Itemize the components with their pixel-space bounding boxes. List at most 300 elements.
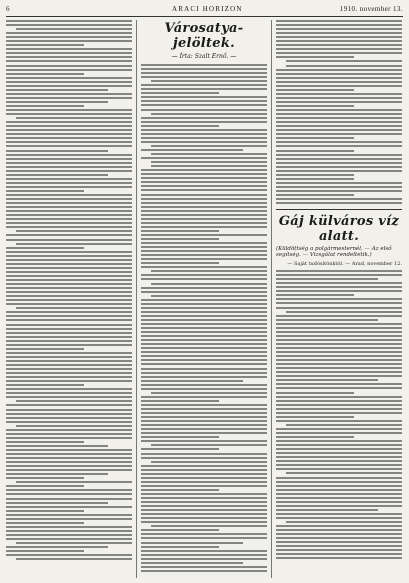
text-line xyxy=(6,352,132,354)
text-line xyxy=(141,137,267,139)
text-line xyxy=(276,351,402,353)
text-line xyxy=(141,169,267,171)
text-line xyxy=(141,343,267,345)
text-line xyxy=(286,65,402,67)
text-line xyxy=(6,336,132,338)
text-line xyxy=(276,85,402,87)
text-line xyxy=(6,222,132,224)
text-line xyxy=(141,319,267,321)
text-line xyxy=(151,153,267,155)
text-line xyxy=(141,363,267,365)
text-line xyxy=(151,113,267,115)
text-line xyxy=(141,542,243,544)
text-line xyxy=(6,97,132,99)
text-line xyxy=(141,210,267,212)
text-line xyxy=(141,287,267,289)
text-line xyxy=(6,461,132,463)
text-line xyxy=(276,404,402,406)
text-line xyxy=(6,295,132,297)
text-line xyxy=(6,121,132,123)
text-line xyxy=(6,267,132,269)
text-line xyxy=(16,307,132,309)
text-line xyxy=(6,251,132,253)
text-line xyxy=(141,550,267,552)
text-line xyxy=(6,32,132,34)
text-line xyxy=(6,40,132,42)
text-line xyxy=(276,290,402,292)
text-line xyxy=(6,449,132,451)
text-line xyxy=(141,254,267,256)
text-line xyxy=(6,324,132,326)
text-line xyxy=(6,275,132,277)
text-line xyxy=(141,274,267,276)
text-line xyxy=(6,214,132,216)
text-line xyxy=(6,210,132,212)
text-line xyxy=(151,270,267,272)
text-line xyxy=(6,518,132,520)
text-line xyxy=(276,162,402,164)
text-line xyxy=(6,24,132,26)
text-line xyxy=(276,141,402,143)
text-line xyxy=(276,408,402,410)
text-line xyxy=(6,437,132,439)
text-line xyxy=(276,367,402,369)
text-line xyxy=(6,81,132,83)
page-header xyxy=(6,4,403,17)
text-line xyxy=(6,137,132,139)
text-line xyxy=(276,282,402,284)
text-line xyxy=(6,259,132,261)
text-line xyxy=(16,481,132,483)
text-line xyxy=(141,133,267,135)
text-line xyxy=(6,404,132,406)
text-line xyxy=(151,392,267,394)
text-line xyxy=(6,348,84,350)
text-line xyxy=(276,28,402,30)
text-line xyxy=(6,546,108,548)
text-line xyxy=(6,526,132,528)
text-line xyxy=(141,412,267,414)
text-line xyxy=(276,178,354,180)
text-line xyxy=(141,509,267,511)
text-line xyxy=(276,113,402,115)
text-line xyxy=(6,493,132,495)
text-line xyxy=(276,315,402,317)
text-line xyxy=(6,234,132,236)
text-line xyxy=(6,247,84,249)
body-text-block xyxy=(6,20,132,560)
page-number: 6 xyxy=(6,5,10,13)
text-line xyxy=(6,141,132,143)
text-line xyxy=(6,109,132,111)
text-line xyxy=(276,529,402,531)
text-line xyxy=(6,392,132,394)
text-line xyxy=(276,485,402,487)
text-line xyxy=(141,424,267,426)
text-line xyxy=(6,105,84,107)
text-line xyxy=(6,421,132,423)
text-line xyxy=(6,538,132,540)
text-line xyxy=(276,355,402,357)
text-line xyxy=(6,65,132,67)
text-line xyxy=(16,542,132,544)
text-line xyxy=(6,154,132,156)
text-line xyxy=(276,170,402,172)
text-line xyxy=(151,165,267,167)
text-line xyxy=(6,417,132,419)
text-line xyxy=(276,286,402,288)
text-line xyxy=(6,469,132,471)
text-line xyxy=(6,291,132,293)
text-line xyxy=(276,44,402,46)
text-line xyxy=(6,299,132,301)
text-line xyxy=(276,81,402,83)
text-line xyxy=(276,154,402,156)
text-line xyxy=(6,550,84,552)
text-line xyxy=(6,36,132,38)
text-line xyxy=(6,311,132,313)
text-line xyxy=(141,513,267,515)
text-line xyxy=(141,477,267,479)
text-line xyxy=(276,137,354,139)
text-line xyxy=(276,432,402,434)
text-line xyxy=(141,246,267,248)
text-line xyxy=(6,44,84,46)
text-line xyxy=(276,24,402,26)
text-line xyxy=(276,198,402,200)
column-3 xyxy=(276,20,402,578)
text-line xyxy=(6,226,132,228)
text-line xyxy=(6,530,132,532)
text-line xyxy=(276,32,402,34)
text-line xyxy=(276,375,402,377)
text-line xyxy=(141,121,267,123)
text-line xyxy=(6,194,132,196)
text-line xyxy=(276,97,402,99)
text-line xyxy=(276,557,402,559)
text-line xyxy=(141,351,267,353)
text-line xyxy=(276,158,402,160)
text-line xyxy=(141,408,267,410)
text-line xyxy=(141,129,267,131)
text-line xyxy=(141,238,219,240)
text-line xyxy=(276,190,402,192)
text-line xyxy=(276,174,354,176)
text-line xyxy=(6,129,132,131)
text-line xyxy=(141,453,267,455)
text-line xyxy=(141,226,267,228)
text-line xyxy=(141,335,267,337)
text-line xyxy=(276,194,354,196)
text-line xyxy=(6,514,132,516)
text-line xyxy=(141,141,267,143)
text-line xyxy=(141,222,267,224)
text-line xyxy=(276,392,354,394)
text-line xyxy=(151,444,267,446)
text-line xyxy=(6,263,132,265)
text-line xyxy=(141,76,267,78)
text-line xyxy=(141,537,267,539)
text-line xyxy=(141,493,267,495)
text-line xyxy=(276,327,402,329)
text-line xyxy=(6,498,132,500)
text-line xyxy=(6,477,84,479)
text-line xyxy=(6,255,132,257)
text-line xyxy=(6,413,132,415)
text-line xyxy=(141,489,219,491)
text-line xyxy=(276,20,402,22)
text-line xyxy=(141,473,267,475)
text-line xyxy=(276,117,402,119)
text-line xyxy=(141,88,267,90)
article-byline: — Írta: Szalt Ernő. — xyxy=(171,53,237,60)
text-line xyxy=(276,456,402,458)
text-line xyxy=(6,510,84,512)
text-line xyxy=(276,481,402,483)
text-line xyxy=(6,162,132,164)
text-line xyxy=(6,328,132,330)
text-line xyxy=(276,40,402,42)
text-line xyxy=(141,72,267,74)
text-line xyxy=(276,363,402,365)
text-line xyxy=(276,501,402,503)
text-line xyxy=(6,372,132,374)
text-line xyxy=(6,93,132,95)
article-heading: Gáj külváros víz alatt. xyxy=(278,214,400,245)
article-dateline: — Saját tudósítónktól. — Arad, november 12. xyxy=(287,261,402,268)
text-line xyxy=(141,92,219,94)
text-line xyxy=(276,517,402,519)
text-line xyxy=(6,332,132,334)
text-line xyxy=(141,177,267,179)
text-line xyxy=(6,69,132,71)
text-line xyxy=(141,250,267,252)
text-line xyxy=(141,404,267,406)
text-line xyxy=(6,85,132,87)
text-line xyxy=(276,294,354,296)
text-line xyxy=(6,409,132,411)
text-line xyxy=(6,182,132,184)
text-line xyxy=(276,537,402,539)
text-line xyxy=(276,77,402,79)
text-line xyxy=(6,360,132,362)
text-line xyxy=(276,129,402,131)
text-line xyxy=(276,541,402,543)
text-line xyxy=(286,311,402,313)
text-line xyxy=(141,380,243,382)
body-text-block xyxy=(276,270,402,559)
text-line xyxy=(141,214,267,216)
text-line xyxy=(141,339,267,341)
text-line xyxy=(276,549,402,551)
text-line xyxy=(276,416,354,418)
text-line xyxy=(6,202,132,204)
body-text-block xyxy=(276,20,402,204)
text-line xyxy=(141,109,267,111)
text-line xyxy=(276,274,402,276)
text-line xyxy=(141,258,267,260)
text-line xyxy=(276,323,402,325)
text-line xyxy=(276,448,402,450)
column-divider xyxy=(271,20,272,578)
text-line xyxy=(6,218,132,220)
text-line xyxy=(6,506,132,508)
text-line xyxy=(141,546,219,548)
text-line xyxy=(6,396,132,398)
text-line xyxy=(276,270,402,272)
text-line xyxy=(276,387,402,389)
text-line xyxy=(276,166,402,168)
text-line xyxy=(141,303,267,305)
text-line xyxy=(276,525,402,527)
text-line xyxy=(141,465,267,467)
text-line xyxy=(141,218,267,220)
text-line xyxy=(16,230,132,232)
text-line xyxy=(141,64,267,66)
text-line xyxy=(16,243,132,245)
text-line xyxy=(141,347,267,349)
text-line xyxy=(276,278,378,280)
text-line xyxy=(6,534,132,536)
text-line xyxy=(276,133,402,135)
text-line xyxy=(276,371,402,373)
text-line xyxy=(6,206,132,208)
text-line xyxy=(141,497,267,499)
column-2 xyxy=(141,20,267,578)
text-line xyxy=(141,100,267,102)
text-line xyxy=(6,340,132,342)
text-line xyxy=(6,279,132,281)
text-line xyxy=(276,125,402,127)
text-line xyxy=(276,420,402,422)
text-line xyxy=(276,69,402,71)
text-line xyxy=(6,150,108,152)
article-heading: Városatya-jelöltek. xyxy=(164,21,244,51)
text-line xyxy=(6,303,132,305)
text-line xyxy=(141,558,267,560)
text-line xyxy=(141,388,267,390)
text-line xyxy=(151,295,267,297)
text-line xyxy=(276,452,402,454)
text-line xyxy=(141,262,219,264)
text-line xyxy=(6,198,132,200)
text-line xyxy=(6,283,132,285)
column-1 xyxy=(6,20,132,578)
text-line xyxy=(16,425,132,427)
text-line xyxy=(141,242,267,244)
text-line xyxy=(141,266,267,268)
text-line xyxy=(6,48,132,50)
text-line xyxy=(6,20,132,22)
text-line xyxy=(276,48,402,50)
text-line xyxy=(276,460,402,462)
text-line xyxy=(141,529,219,531)
text-line xyxy=(6,376,132,378)
text-line xyxy=(6,384,84,386)
text-line xyxy=(6,522,84,524)
text-line xyxy=(276,335,402,337)
text-line xyxy=(6,465,132,467)
text-line xyxy=(276,396,402,398)
text-line xyxy=(151,80,267,82)
text-line xyxy=(141,368,267,370)
text-line xyxy=(276,347,402,349)
text-line xyxy=(6,178,132,180)
text-line xyxy=(141,117,267,119)
text-line xyxy=(6,287,132,289)
text-line xyxy=(6,174,108,176)
text-line xyxy=(16,28,132,30)
text-line xyxy=(276,489,402,491)
text-line xyxy=(141,428,267,430)
text-line xyxy=(6,457,132,459)
text-line xyxy=(276,493,402,495)
text-line xyxy=(6,356,132,358)
text-line xyxy=(6,190,84,192)
text-line xyxy=(276,339,402,341)
text-line xyxy=(141,501,267,503)
text-line xyxy=(141,230,219,232)
text-line xyxy=(276,428,402,430)
text-line xyxy=(276,56,354,58)
text-line xyxy=(276,105,354,107)
text-line xyxy=(6,554,132,556)
text-line xyxy=(141,331,267,333)
text-line xyxy=(6,170,132,172)
text-line xyxy=(276,150,354,152)
text-line xyxy=(276,93,402,95)
text-line xyxy=(141,570,267,572)
text-line xyxy=(6,388,132,390)
text-line xyxy=(276,379,378,381)
text-line xyxy=(276,298,402,300)
text-line xyxy=(141,125,219,127)
issue-date: 1910. november 13. xyxy=(339,5,403,13)
text-line xyxy=(6,113,132,115)
text-line xyxy=(276,89,354,91)
text-line xyxy=(141,448,219,450)
text-line xyxy=(141,311,267,313)
text-line xyxy=(6,473,108,475)
text-line xyxy=(6,489,132,491)
text-line xyxy=(141,457,267,459)
text-line xyxy=(151,283,267,285)
text-line xyxy=(276,468,402,470)
text-line xyxy=(6,485,84,487)
text-line xyxy=(141,521,267,523)
text-line xyxy=(286,60,402,62)
text-line xyxy=(141,96,267,98)
text-line xyxy=(16,400,132,402)
article-subheading: (Küldöttség a polgármesternél. — Az első segítség. — Vizsgálat rendeltetik.) xyxy=(276,246,392,259)
text-line xyxy=(276,331,402,333)
text-line xyxy=(141,315,267,317)
text-line xyxy=(141,372,267,374)
text-line xyxy=(276,302,402,304)
text-line xyxy=(151,525,267,527)
text-line xyxy=(276,343,402,345)
text-line xyxy=(6,125,132,127)
text-line xyxy=(141,384,267,386)
text-line xyxy=(276,400,402,402)
text-line xyxy=(141,517,267,519)
text-line xyxy=(6,445,108,447)
text-line xyxy=(141,481,267,483)
text-line xyxy=(141,396,267,398)
text-line xyxy=(141,234,267,236)
text-line xyxy=(151,461,267,463)
text-line xyxy=(276,497,402,499)
